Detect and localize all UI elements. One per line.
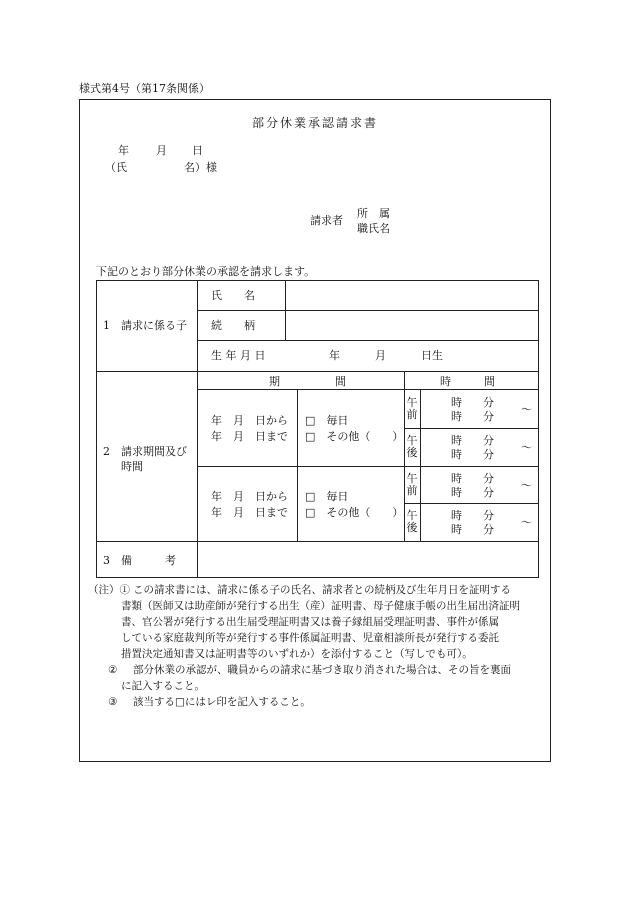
requester-label: 請求者 (310, 214, 343, 227)
note1-line4: している家庭裁判所等が発行する事件係属証明書、児童相談所長が発行する委託 (121, 632, 499, 644)
requester-name: 職氏名 (357, 222, 390, 235)
date-month: 月 (156, 144, 167, 157)
time-minute: 分 (483, 434, 494, 447)
tilde-3: ～ (521, 479, 532, 492)
note2-mark: ② (108, 664, 118, 676)
period1-from: 年 月 日から (211, 414, 288, 427)
section2-label-line2: 時間 (121, 460, 143, 473)
period2-to: 年 月 日まで (211, 506, 288, 519)
date-day: 日 (192, 144, 203, 157)
addressee-close: 名）様 (184, 161, 217, 174)
birth-year: 年 (329, 349, 340, 362)
tilde-2: ～ (521, 441, 532, 454)
time-hour: 時 (451, 523, 462, 536)
period1-every-day[interactable]: □ 毎日 (305, 414, 349, 427)
time-minute: 分 (483, 410, 494, 423)
birth-label: 生 年 月 日 (211, 349, 266, 362)
time-minute: 分 (483, 448, 494, 461)
time-minute: 分 (483, 396, 494, 409)
tilde-1: ～ (521, 403, 532, 416)
time-hour: 時 (451, 434, 462, 447)
period2-from: 年 月 日から (211, 490, 288, 503)
intro-text: 下記のとおり部分休業の承認を請求します。 (96, 265, 316, 278)
note1-line2: 書類（医師又は助産師が発行する出生（産）証明書、母子健康手帳の出生届出済証明 (121, 600, 520, 612)
note1-line1: この請求書には、請求に係る子の氏名、請求者との続柄及び生年月日を証明する (133, 584, 511, 596)
note3-line1: 該当する□にはレ印を記入すること。 (133, 696, 311, 708)
am-label-2: 午前 (406, 472, 418, 497)
time-hour: 時 (451, 472, 462, 485)
time-hour: 時 (451, 410, 462, 423)
time-minute: 分 (483, 523, 494, 536)
child-name-label: 氏 名 (211, 289, 255, 302)
addressee-open: （氏 (105, 161, 127, 174)
section1-label: 1 請求に係る子 (103, 319, 187, 332)
note3-mark: ③ (108, 696, 118, 708)
form-title: 部分休業承認請求書 (252, 116, 379, 130)
note2-line1: 部分休業の承認が、職員からの請求に基づき取り消された場合は、その旨を裏面 (133, 664, 511, 676)
requester-dept: 所 属 (357, 207, 390, 220)
time-minute: 分 (483, 509, 494, 522)
period-header: 期 間 (269, 375, 346, 388)
time-hour: 時 (451, 509, 462, 522)
time-hour: 時 (451, 396, 462, 409)
birth-day: 日生 (421, 349, 443, 362)
birth-month: 月 (375, 349, 386, 362)
am-label-1: 午前 (406, 396, 418, 421)
time-minute: 分 (483, 472, 494, 485)
pm-label-2: 午後 (406, 509, 418, 534)
note1-line3: 書、官公署が発行する出生届受理証明書又は養子縁組届受理証明書、事件が係属 (121, 616, 499, 628)
period2-other[interactable]: □ その他（ ） (305, 506, 404, 519)
section3-label: 3 備 考 (103, 554, 176, 567)
notes-lead: （注）① (88, 584, 130, 596)
period1-other[interactable]: □ その他（ ） (305, 430, 404, 443)
period2-every-day[interactable]: □ 毎日 (305, 490, 349, 503)
time-hour: 時 (451, 486, 462, 499)
time-header: 時 間 (440, 375, 495, 388)
section2-label-line1: 2 請求期間及び (103, 445, 187, 458)
form-number: 様式第4号（第17条関係） (79, 82, 210, 95)
note1-line5: 措置決定通知書又は証明書等のいずれか）を添付すること（写しでも可）。 (121, 648, 473, 660)
time-hour: 時 (451, 448, 462, 461)
time-minute: 分 (483, 486, 494, 499)
tilde-4: ～ (521, 516, 532, 529)
pm-label-1: 午後 (406, 434, 418, 459)
period1-to: 年 月 日まで (211, 430, 288, 443)
relation-label: 続 柄 (211, 319, 255, 332)
note2-line2: に記入すること。 (121, 680, 205, 692)
date-year: 年 (118, 144, 129, 157)
